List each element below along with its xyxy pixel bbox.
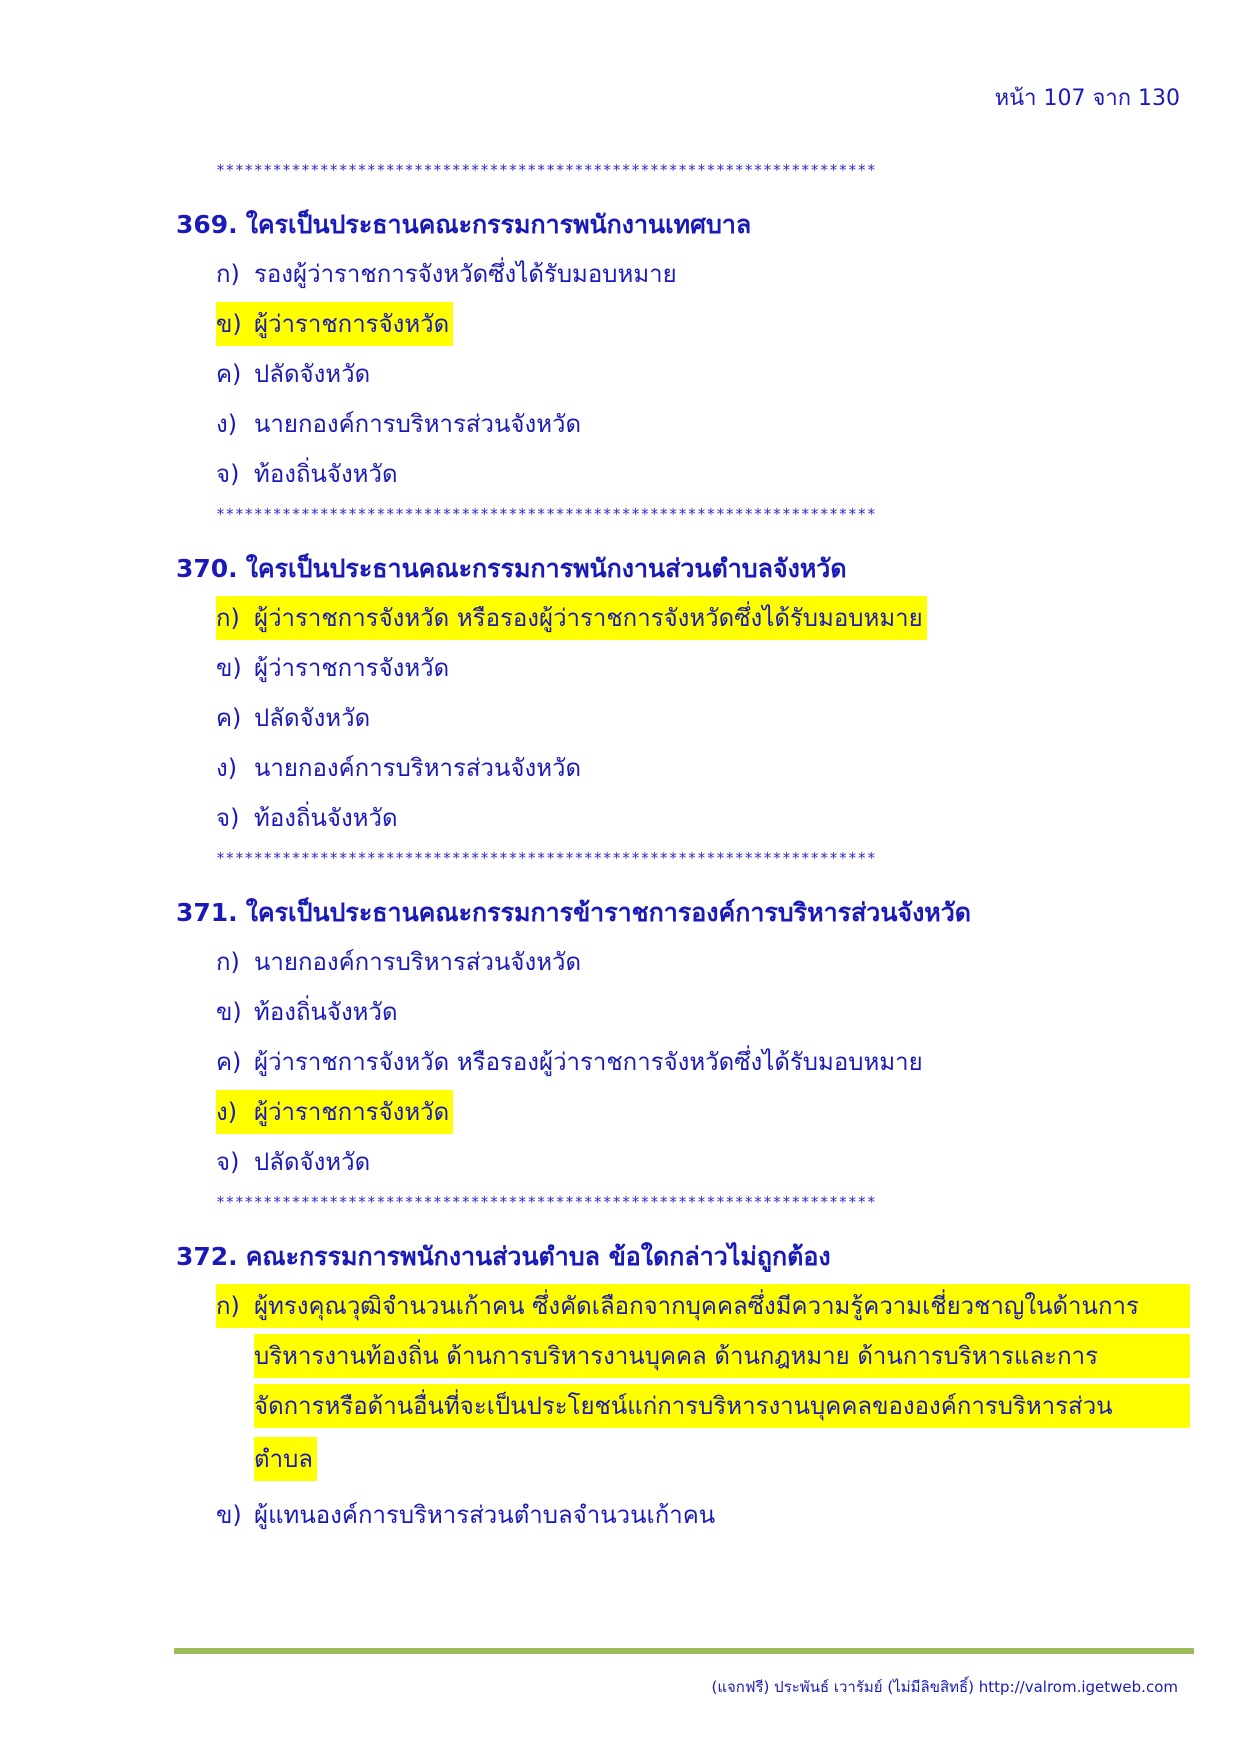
answer-option-highlighted: [216, 1284, 1190, 1487]
option-letter: ข): [216, 310, 242, 338]
answer-option: [216, 796, 1190, 840]
option-letter: ง): [216, 1098, 238, 1126]
option-text-line: บริหารงานท้องถิ่น ด้านการบริหารงานบุคคล ด้านกฎหมาย ด้านการบริหารและการ: [254, 1334, 1190, 1378]
answer-option: [216, 990, 1190, 1034]
option-text-line: ผู้ทรงคุณวุฒิจำนวนเก้าคน ซึ่งคัดเลือกจากบุคคลซึ่งมีความรู้ความเชี่ยวชาญในด้านการ: [254, 1284, 1190, 1328]
question-number: 369.: [176, 210, 238, 239]
option-text: ผู้ว่าราชการจังหวัด: [254, 1098, 450, 1126]
option-letter: ข): [216, 654, 242, 682]
option-letter: ก): [216, 1284, 254, 1328]
answer-option: [216, 452, 1190, 496]
option-text: ผู้ว่าราชการจังหวัด: [254, 310, 450, 338]
option-letter: ง): [216, 410, 238, 438]
option-text-block: [254, 1284, 1190, 1487]
answer-option: [216, 252, 1190, 296]
option-letter: จ): [216, 460, 240, 488]
option-text: ปลัดจังหวัด: [254, 704, 371, 732]
option-text: นายกองค์การบริหารส่วนจังหวัด: [254, 948, 582, 976]
question-title: [176, 1240, 1190, 1274]
option-text: ปลัดจังหวัด: [254, 1148, 371, 1176]
option-letter: ก): [216, 948, 240, 976]
option-text: รองผู้ว่าราชการจังหวัดซึ่งได้รับมอบหมาย: [254, 260, 677, 288]
option-text: ท้องถิ่นจังหวัด: [254, 998, 398, 1026]
answer-option-highlighted: [216, 596, 1190, 640]
option-letter: ข): [216, 1501, 242, 1529]
question-number: 370.: [176, 554, 238, 583]
option-text: ผู้แทนองค์การบริหารส่วนตำบลจำนวนเก้าคน: [254, 1501, 716, 1529]
option-letter: ค): [216, 1048, 242, 1076]
option-text-line: จัดการหรือด้านอื่นที่จะเป็นประโยชน์แก่การบริหารงานบุคคลขององค์การบริหารส่วน: [254, 1384, 1190, 1428]
option-text: นายกองค์การบริหารส่วนจังหวัด: [254, 410, 582, 438]
answer-option: [216, 646, 1190, 690]
option-letter: ข): [216, 998, 242, 1026]
option-text: นายกองค์การบริหารส่วนจังหวัด: [254, 754, 582, 782]
question-372: [176, 1240, 1190, 1537]
option-text: ผู้ว่าราชการจังหวัด: [254, 654, 450, 682]
question-text: คณะกรรมการพนักงานส่วนตำบล ข้อใดกล่าวไม่ถูกต้อง: [245, 1242, 831, 1271]
question-number: 371.: [176, 898, 238, 927]
option-letter: จ): [216, 1148, 240, 1176]
highlight-mark: [216, 302, 453, 346]
question-title: [176, 896, 1190, 930]
separator: **********************************************************************: [216, 849, 877, 867]
option-text: ท้องถิ่นจังหวัด: [254, 804, 398, 832]
question-text: ใครเป็นประธานคณะกรรมการข้าราชการองค์การบริหารส่วนจังหวัด: [245, 898, 972, 927]
answer-option-highlighted: [216, 1090, 1190, 1134]
option-text: ผู้ว่าราชการจังหวัด หรือรองผู้ว่าราชการจังหวัดซึ่งได้รับมอบหมาย: [254, 604, 923, 632]
option-letter: จ): [216, 804, 240, 832]
option-text: ผู้ว่าราชการจังหวัด หรือรองผู้ว่าราชการจังหวัดซึ่งได้รับมอบหมาย: [254, 1048, 923, 1076]
answer-option: [216, 402, 1190, 446]
separator: **********************************************************************: [216, 1193, 877, 1211]
answer-option-highlighted: [216, 302, 1190, 346]
question-370: [176, 552, 1190, 840]
separator: **********************************************************************: [216, 161, 877, 179]
answer-option: [216, 1040, 1190, 1084]
footer-divider: [174, 1648, 1194, 1654]
option-letter: ค): [216, 360, 242, 388]
question-number: 372.: [176, 1242, 238, 1271]
answer-option: [216, 1140, 1190, 1184]
separator: **********************************************************************: [216, 505, 877, 523]
option-text-line: ตำบล: [254, 1437, 317, 1481]
question-text: ใครเป็นประธานคณะกรรมการพนักงานส่วนตำบลจังหวัด: [245, 554, 847, 583]
answer-option: [216, 746, 1190, 790]
question-371: [176, 896, 1190, 1184]
footer-credit: (แจกฟรี) ประพันธ์ เวารัมย์ (ไม่มีลิขสิทธิ์) http://valrom.igetweb.com: [711, 1678, 1178, 1696]
option-text: ปลัดจังหวัด: [254, 360, 371, 388]
document-body: [176, 158, 1190, 1543]
highlight-mark: [216, 596, 927, 640]
question-text: ใครเป็นประธานคณะกรรมการพนักงานเทศบาล: [245, 210, 752, 239]
option-text: ท้องถิ่นจังหวัด: [254, 460, 398, 488]
option-letter: ง): [216, 754, 238, 782]
option-letter: ก): [216, 260, 240, 288]
question-title: [176, 552, 1190, 586]
question-369: [176, 208, 1190, 496]
option-letter: ก): [216, 604, 240, 632]
page-number: หน้า 107 จาก 130: [994, 86, 1180, 111]
answer-option: [216, 352, 1190, 396]
option-letter: ค): [216, 704, 242, 732]
answer-option: [216, 940, 1190, 984]
answer-option: [216, 696, 1190, 740]
question-title: [176, 208, 1190, 242]
highlight-mark: [216, 1090, 453, 1134]
answer-option: [216, 1493, 1190, 1537]
